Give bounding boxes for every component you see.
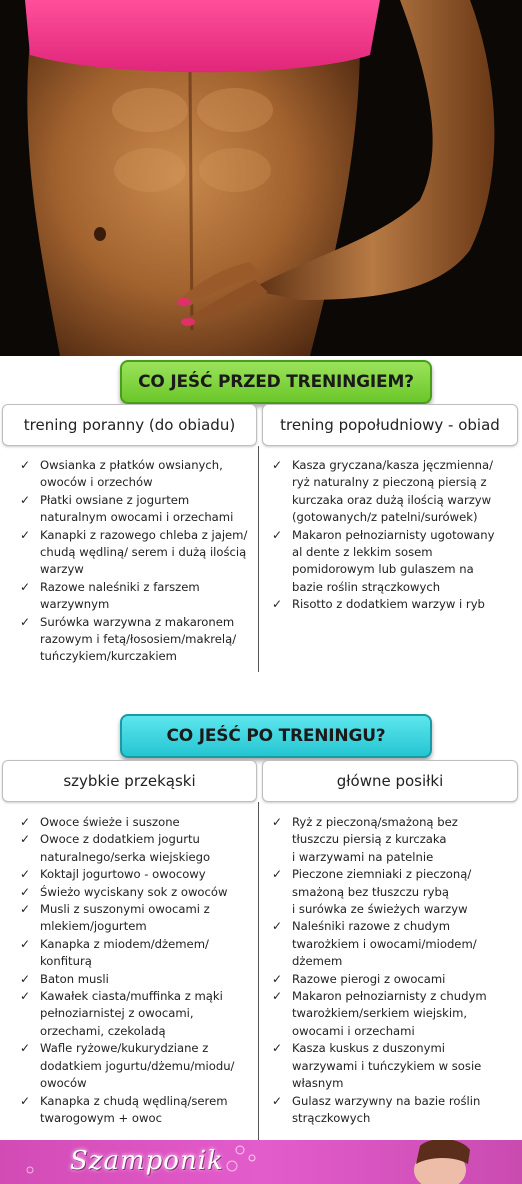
list-item: ✓ Wafle ryżowe/kukurydziane z dodatkiem jogurtu/dżemu/miodu/ owoców	[18, 1040, 256, 1092]
list-item: ✓ Ryż z pieczoną/smażoną bez tłuszczu piersią z kurczaka i warzywami na patelnie	[270, 814, 518, 866]
list-item: ✓ Musli z suszonymi owocami z mlekiem/jogurtem	[18, 901, 256, 936]
afternoon-food-list	[270, 457, 518, 614]
list-item: ✓ Owoce z dodatkiem jogurtu naturalnego/serka wiejskiego	[18, 831, 256, 866]
afternoon-training-header: trening popołudniowy - obiad	[262, 404, 518, 446]
column-divider	[258, 446, 259, 672]
list-item: ✓ Kawałek ciasta/muffinka z mąki pełnoziarnistej z owocami, orzechami, czekoladą	[18, 988, 256, 1040]
list-item: ✓ Baton musli	[18, 971, 256, 988]
list-item: ✓ Kasza kuskus z duszonymi warzywami i tuńczykiem w sosie własnym	[270, 1040, 518, 1092]
list-item: ✓ Risotto z dodatkiem warzyw i ryb	[270, 596, 518, 613]
before-training-title: CO JEŚĆ PRZED TRENINGIEM?	[120, 360, 432, 404]
list-item: ✓ Koktajl jogurtowo - owocowy	[18, 866, 256, 883]
snacks-header: szybkie przekąski	[2, 760, 257, 802]
main-meals-list	[270, 814, 518, 1127]
list-item: ✓ Owsianka z płatków owsianych, owoców i orzechów	[18, 457, 256, 492]
list-item: ✓ Owoce świeże i suszone	[18, 814, 256, 831]
list-item: ✓ Kanapka z chudą wędliną/serem twarogowym + owoc	[18, 1093, 256, 1128]
list-item: ✓ Płatki owsiane z jogurtem naturalnym owocami i orzechami	[18, 492, 256, 527]
list-item: ✓ Razowe pierogi z owocami	[270, 971, 518, 988]
list-item: ✓ Gulasz warzywny na bazie roślin strączkowych	[270, 1093, 518, 1128]
morning-food-list	[18, 457, 256, 666]
column-divider	[258, 802, 259, 1140]
site-logo: Szamponik	[70, 1146, 224, 1176]
list-item: ✓ Kanapka z miodem/dżemem/ konfiturą	[18, 936, 256, 971]
morning-training-header: trening poranny (do obiadu)	[2, 404, 257, 446]
footer-banner	[0, 1140, 522, 1184]
list-item: ✓ Makaron pełnoziarnisty ugotowany al dente z lekkim sosem pomidorowym lub gulaszem na bazie roślin strączkowych	[270, 527, 518, 597]
list-item: ✓ Kanapki z razowego chleba z jajem/ chudą wędliną/ serem i dużą ilością warzyw	[18, 527, 256, 579]
list-item: ✓ Pieczone ziemniaki z pieczoną/ smażoną bez tłuszczu rybą i surówka ze świeżych warzyw	[270, 866, 518, 918]
snacks-list	[18, 814, 256, 1127]
list-item: ✓ Świeżo wyciskany sok z owoców	[18, 884, 256, 901]
list-item: ✓ Makaron pełnoziarnisty z chudym twarożkiem/serkiem wiejskim, owocami i orzechami	[270, 988, 518, 1040]
list-item: ✓ Naleśniki razowe z chudym twarożkiem i owocami/miodem/ dżemem	[270, 918, 518, 970]
hero-photo	[0, 0, 522, 356]
list-item: ✓ Kasza gryczana/kasza jęczmienna/ ryż naturalny z pieczoną piersią z kurczaka oraz dużą ilością warzyw (gotowanych/z patelni/surówek)	[270, 457, 518, 527]
list-item: ✓ Razowe naleśniki z farszem warzywnym	[18, 579, 256, 614]
main-meals-header: główne posiłki	[262, 760, 518, 802]
after-training-title: CO JEŚĆ PO TRENINGU?	[120, 714, 432, 758]
list-item: ✓ Surówka warzywna z makaronem razowym i fetą/łososiem/makrelą/ tuńczykiem/kurczakiem	[18, 614, 256, 666]
